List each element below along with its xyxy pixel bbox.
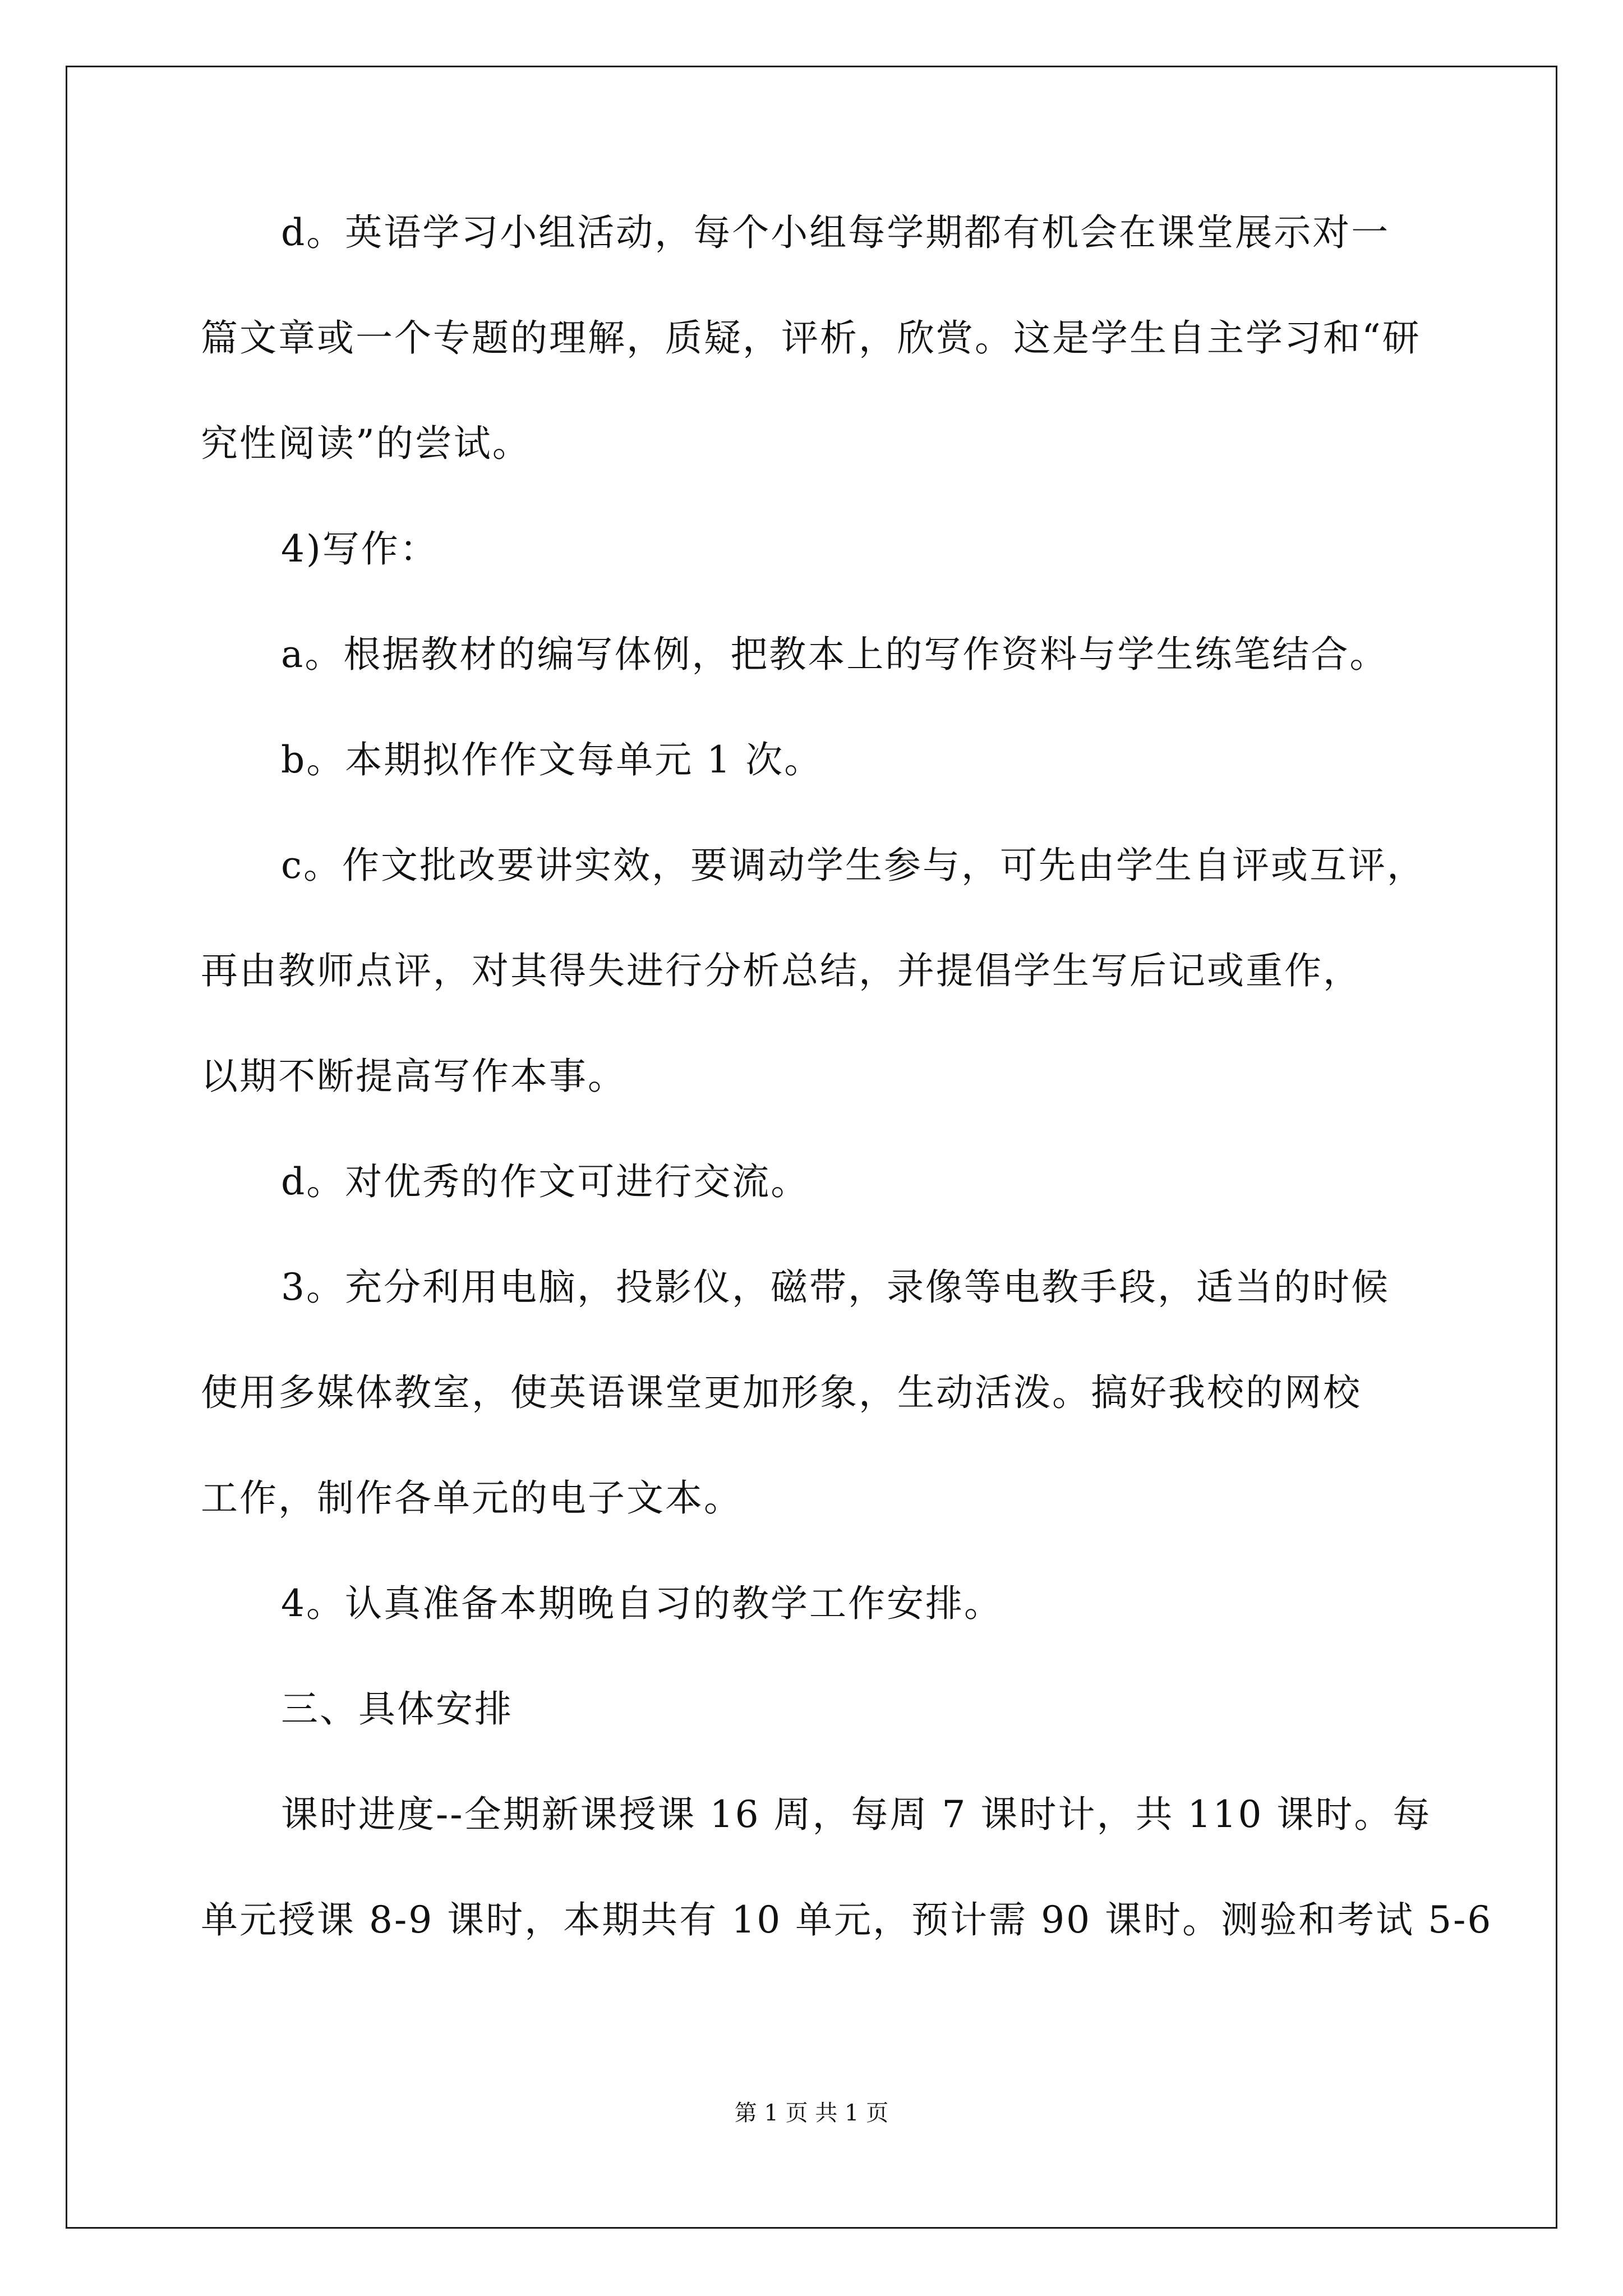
text-line: a。根据教材的编写体例，把教本上的写作资料与学生练笔结合。 bbox=[281, 633, 1389, 676]
text-line: 4)写作： bbox=[281, 527, 439, 570]
text-line: 4。认真准备本期晚自习的教学工作安排。 bbox=[281, 1582, 1003, 1625]
text-line: 再由教师点评，对其得失进行分析总结，并提倡学生写后记或重作， bbox=[201, 949, 1362, 992]
text-line: 篇文章或一个专题的理解，质疑，评析，欣赏。这是学生自主学习和“研 bbox=[201, 316, 1421, 360]
text-line: 3。充分利用电脑，投影仪，磁带，录像等电教手段，适当的时候 bbox=[281, 1266, 1390, 1309]
section-heading: 三、具体安排 bbox=[281, 1687, 513, 1731]
text-line: 课时进度--全期新课授课 16 周，每周 7 课时计，共 110 课时。每 bbox=[281, 1793, 1432, 1836]
text-line: 工作，制作各单元的电子文本。 bbox=[201, 1476, 743, 1520]
text-line: c。作文批改要讲实效，要调动学生参与，可先由学生自评或互评， bbox=[281, 844, 1426, 887]
text-line: 单元授课 8-9 课时，本期共有 10 单元，预计需 90 课时。测验和考试 5-6 bbox=[201, 1898, 1493, 1941]
text-line: 以期不断提高写作本事。 bbox=[201, 1055, 626, 1098]
text-line: 使用多媒体教室，使英语课堂更加形象，生动活泼。搞好我校的网校 bbox=[201, 1371, 1362, 1414]
page-footer: 第 1 页 共 1 页 bbox=[734, 2100, 889, 2126]
text-line: b。本期拟作作文每单元 1 次。 bbox=[281, 738, 823, 781]
text-line: d。英语学习小组活动，每个小组每学期都有机会在课堂展示对一 bbox=[281, 211, 1390, 254]
text-line: 究性阅读”的尝试。 bbox=[201, 422, 531, 465]
text-line: d。对优秀的作文可进行交流。 bbox=[281, 1160, 810, 1203]
